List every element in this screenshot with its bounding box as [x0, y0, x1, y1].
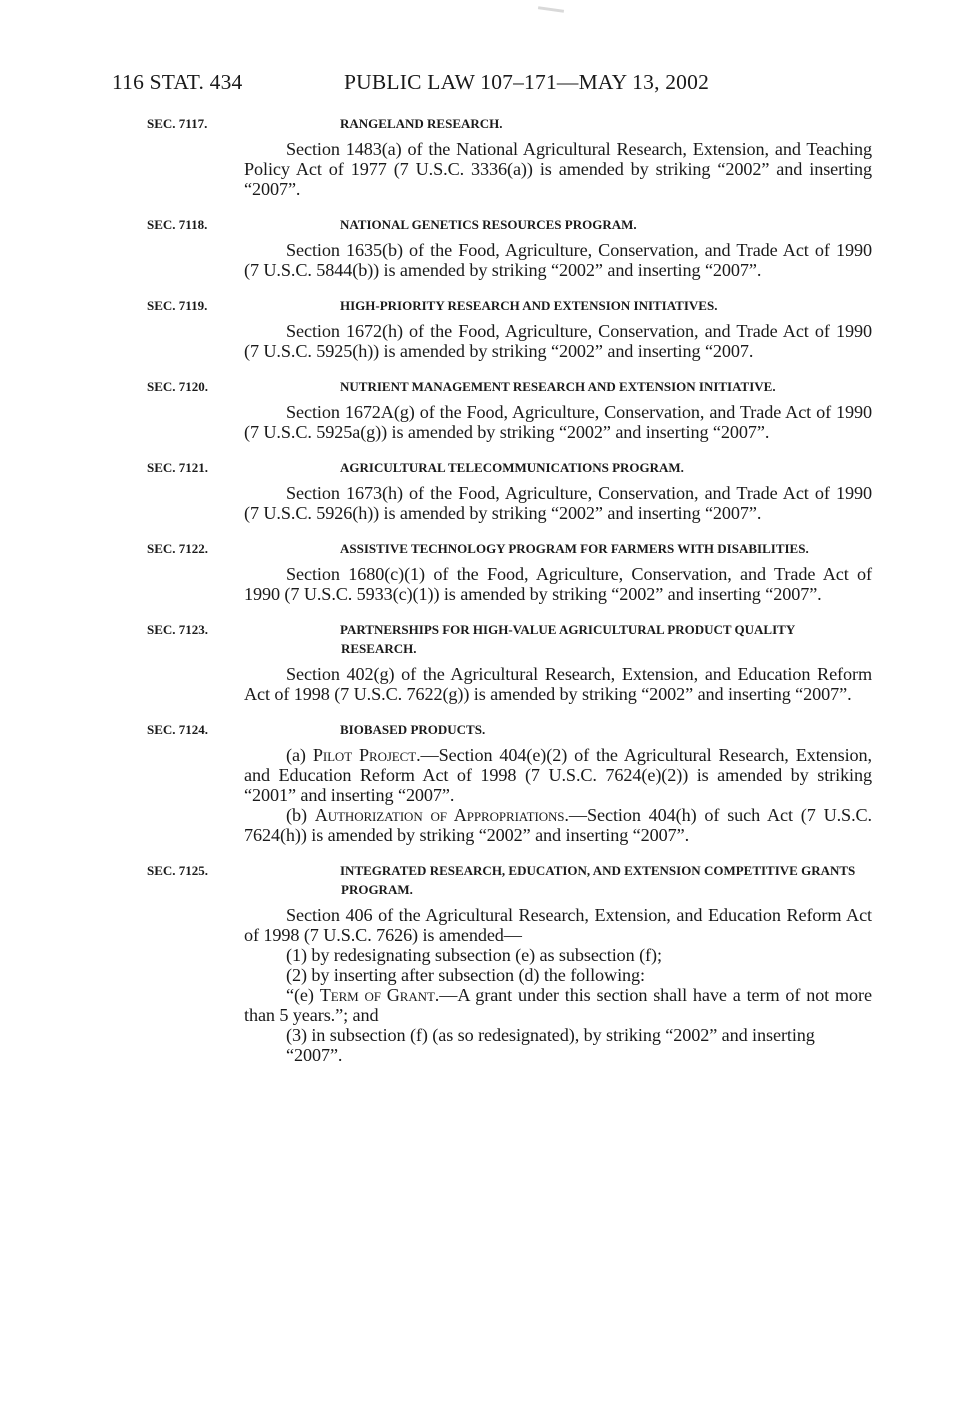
- quoted-caption: Term of Grant.: [319, 985, 440, 1005]
- amendment-item-1: (1) by redesignating subsection (e) as subsection (f);: [286, 945, 662, 965]
- subsection-caption: Authorization of Appropriations.: [314, 805, 569, 825]
- section-number: SEC. 7122.: [147, 541, 209, 556]
- section-heading: [147, 861, 872, 899]
- section-title: PARTNERSHIPS FOR HIGH-VALUE AGRICULTURAL PRODUCT QUALITY RESEARCH.: [340, 622, 795, 656]
- subsection-b: [244, 805, 872, 845]
- section-text: Section 1680(c)(1) of the Food, Agriculture, Conservation, and Trade Act of 1990 (7 U.S.C. 5933(c)(1)) is amended by striking “2002” and inserting “2007”.: [244, 564, 872, 604]
- section-7117: [147, 114, 872, 199]
- subsection-label: (a): [286, 745, 313, 765]
- section-7118: [147, 215, 872, 280]
- running-title: PUBLIC LAW 107–171—MAY 13, 2002: [344, 70, 710, 94]
- section-text: Section 406 of the Agricultural Research, Extension, and Education Reform Act of 1998 (7 U.S.C. 7626) is amended—: [244, 905, 872, 945]
- subsection-text: —Section 404(e)(2) of the Agricultural Research, Extension, and Education Reform Act of 1998 (7 U.S.C. 7624(e)(2)) is amended by striking “2001” and inserting “2007”.: [244, 745, 872, 805]
- amendment-item-3: (3) in subsection (f) (as so redesignated), by striking “2002” and inserting “2007”.: [286, 1025, 815, 1065]
- section-7124: [147, 720, 872, 845]
- section-7119: [147, 296, 872, 361]
- quoted-text: —A grant under this section shall have a term of not more than 5 years.”; and: [244, 985, 872, 1025]
- quoted-subsection: [244, 985, 872, 1025]
- section-7123: [147, 620, 872, 704]
- section-7122: [147, 539, 872, 604]
- section-number: SEC. 7124.: [147, 722, 209, 737]
- section-number: SEC. 7119.: [147, 298, 208, 313]
- section-number: SEC. 7123.: [147, 622, 209, 637]
- section-7120: [147, 377, 872, 442]
- section-title: NATIONAL GENETICS RESOURCES PROGRAM.: [340, 217, 637, 232]
- section-heading: [147, 296, 872, 315]
- section-title: BIOBASED PRODUCTS.: [340, 722, 486, 737]
- section-7125: [147, 861, 872, 1065]
- section-number: SEC. 7125.: [147, 863, 209, 878]
- subsection-text: —Section 404(h) of such Act (7 U.S.C. 7624(h)) is amended by striking “2002” and inserting “2007”.: [244, 805, 872, 845]
- section-number: SEC. 7118.: [147, 217, 208, 232]
- section-heading: [147, 377, 872, 396]
- section-text: Section 402(g) of the Agricultural Research, Extension, and Education Reform Act of 1998 (7 U.S.C. 7622(g)) is amended by striking “2002” and inserting “2007”.: [244, 664, 872, 704]
- section-title: INTEGRATED RESEARCH, EDUCATION, AND EXTENSION COMPETITIVE GRANTS PROGRAM.: [340, 863, 856, 897]
- amendment-item-2: (2) by inserting after subsection (d) the following:: [286, 965, 645, 985]
- section-text: Section 1673(h) of the Food, Agriculture, Conservation, and Trade Act of 1990 (7 U.S.C. 5926(h)) is amended by striking “2002” and inserting “2007”.: [244, 483, 872, 523]
- section-text: Section 1672(h) of the Food, Agriculture, Conservation, and Trade Act of 1990 (7 U.S.C. 5925(h)) is amended by striking “2002” and inserting “2007.: [244, 321, 872, 361]
- document-body: [147, 114, 872, 1081]
- section-title: NUTRIENT MANAGEMENT RESEARCH AND EXTENSION INITIATIVE.: [340, 379, 776, 394]
- section-text: Section 1672A(g) of the Food, Agriculture, Conservation, and Trade Act of 1990 (7 U.S.C. 5925a(g)) is amended by striking “2002” and inserting “2007”.: [244, 402, 872, 442]
- section-7121: [147, 458, 872, 523]
- section-title: ASSISTIVE TECHNOLOGY PROGRAM FOR FARMERS WITH DISABILITIES.: [340, 541, 809, 556]
- section-text: Section 1635(b) of the Food, Agriculture, Conservation, and Trade Act of 1990 (7 U.S.C. 5844(b)) is amended by striking “2002” and inserting “2007”.: [244, 240, 872, 280]
- section-heading: [147, 720, 872, 739]
- subsection-caption: Pilot Project.: [312, 745, 421, 765]
- section-title: HIGH-PRIORITY RESEARCH AND EXTENSION INITIATIVES.: [340, 298, 718, 313]
- section-heading: [147, 458, 872, 477]
- section-title: RANGELAND RESEARCH.: [340, 116, 503, 131]
- section-heading: [147, 114, 872, 133]
- section-heading: [147, 215, 872, 234]
- subsection-label: (b): [286, 805, 315, 825]
- section-text: Section 1483(a) of the National Agricultural Research, Extension, and Teaching Policy Act of 1977 (7 U.S.C. 3336(a)) is amended by striking “2002” and inserting “2007”.: [244, 139, 872, 199]
- section-number: SEC. 7121.: [147, 460, 209, 475]
- section-heading: [147, 539, 872, 558]
- scan-smudge: [538, 6, 564, 13]
- section-heading: [147, 620, 872, 658]
- section-number: SEC. 7120.: [147, 379, 209, 394]
- quoted-label: “(e): [286, 985, 320, 1005]
- section-title: AGRICULTURAL TELECOMMUNICATIONS PROGRAM.: [340, 460, 684, 475]
- subsection-a: [244, 745, 872, 805]
- section-number: SEC. 7117.: [147, 116, 208, 131]
- page-folio: 116 STAT. 434: [112, 70, 243, 94]
